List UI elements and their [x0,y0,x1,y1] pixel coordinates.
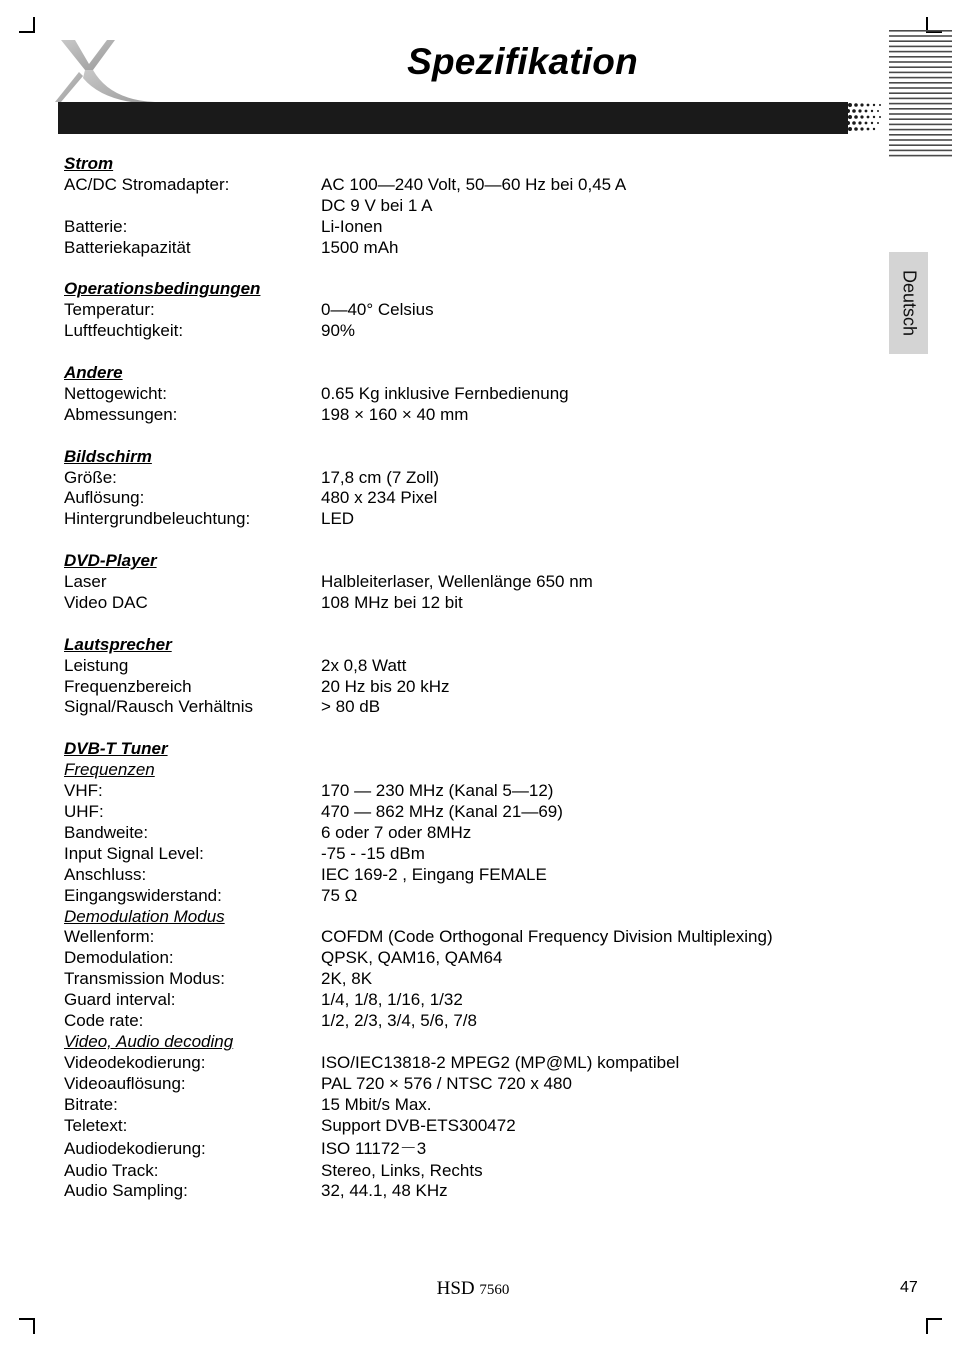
spec-label: Audio Track: [64,1160,159,1180]
section-bildschirm [64,447,864,531]
spec-row [64,802,864,823]
spec-value: -75 - -15 dBm [321,843,425,863]
spec-row [64,948,864,969]
spec-row [64,238,864,259]
spec-value: 480 x 234 Pixel [321,488,438,508]
header-bar-dot-pattern [838,101,884,135]
section-spacer [64,259,864,280]
spec-row [64,468,864,489]
spec-row [64,927,864,948]
spec-row [64,1137,864,1161]
spec-value: 470 — 862 MHz (Kanal 21—69) [321,802,563,821]
spec-label: Input Signal Level: [64,843,204,863]
spec-label: VHF: [64,781,103,801]
spec-row [64,990,864,1011]
spec-row [64,321,864,342]
spec-value: 15 Mbit/s Max. [321,1094,432,1114]
spec-value: 1/2, 2/3, 3/4, 5/6, 7/8 [321,1011,477,1031]
section-dvb-t-tuner [64,739,864,1202]
spec-row [64,656,864,677]
spec-value: 6 oder 7 oder 8MHz [321,822,472,842]
section-heading: Strom [64,154,114,173]
spec-label: Luftfeuchtigkeit: [64,321,184,341]
section-heading: Operationsbedingungen [64,279,261,299]
section-andere [64,363,864,426]
page-number: 47 [900,1279,918,1296]
section-spacer [64,342,864,363]
spec-row [64,488,864,509]
model-footer [0,1278,946,1300]
spec-label: Anschluss: [64,864,147,884]
section-heading: DVB-T Tuner [64,739,168,759]
section-lautsprecher [64,635,864,719]
spec-row [64,217,864,238]
spec-value: COFDM (Code Orthogonal Frequency Division Multiplexing) [321,927,773,947]
header-bar [58,102,848,134]
section-spacer [64,718,864,739]
spec-value: 75 Ω [321,885,358,905]
spec-value: 0.65 Kg inklusive Fernbedienung [321,383,569,403]
spec-value: 90% [321,321,356,341]
section-spacer [64,614,864,635]
spec-row [64,677,864,698]
spec-row [64,175,864,196]
spec-row [64,697,864,718]
spec-value: ISO 11172－3 [321,1138,427,1158]
spec-row [64,1181,864,1202]
spec-value: 2x 0,8 Watt [321,655,407,675]
section-spacer [64,530,864,551]
spec-row [64,1116,864,1137]
spec-row [64,196,864,217]
subsection-heading-decoding: Video, Audio decoding [64,1031,234,1051]
spec-label: Batteriekapazität [64,237,191,257]
spec-value: 20 Hz bis 20 kHz [321,676,450,696]
spec-row [64,572,864,593]
spec-label: Transmission Modus: [64,969,225,989]
spec-row [64,865,864,886]
spec-label: Signal/Rausch Verhältnis [64,697,254,717]
spec-row [64,593,864,614]
spec-row [64,1053,864,1074]
model-number: 7560 [479,1282,510,1298]
spec-value: Halbleiterlaser, Wellenlänge 650 nm [321,572,593,592]
crop-mark-top-left [19,17,35,33]
spec-value: 32, 44.1, 48 KHz [321,1181,448,1201]
spec-value: DC 9 V bei 1 A [321,195,433,215]
section-heading: Andere [64,363,123,383]
subsection-heading-demodulation: Demodulation Modus [64,906,225,926]
spec-row [64,886,864,907]
spec-label: Frequenzbereich [64,676,192,696]
edge-stripe-pattern [889,30,952,160]
spec-label: Größe: [64,467,117,487]
crop-mark-bottom-right [926,1318,942,1334]
crop-mark-bottom-left [19,1318,35,1334]
spec-row [64,1074,864,1095]
spec-label: AC/DC Stromadapter: [64,174,230,194]
section-dvd-player [64,551,864,614]
spec-row [64,844,864,865]
spec-value: IEC 169-2 , Eingang FEMALE [321,864,547,884]
spec-value: ISO/IEC13818-2 MPEG2 (MP@ML) kompatibel [321,1052,680,1072]
spec-label: Laser [64,572,107,592]
spec-value: 0—40° Celsius [321,300,434,320]
spec-label: Audio Sampling: [64,1181,188,1201]
section-strom [64,154,864,259]
language-tab-label: Deutsch [899,269,919,337]
spec-label: Video DAC [64,592,148,612]
spec-value: 1500 mAh [321,237,399,257]
model-name: HSD [436,1278,475,1299]
spec-label: Eingangswiderstand: [64,885,222,905]
section-heading: DVD-Player [64,551,157,571]
subsection-heading-frequenzen: Frequenzen [64,760,155,780]
spec-value: AC 100—240 Volt, 50—60 Hz bei 0,45 A [321,174,627,194]
spec-value: Support DVB-ETS300472 [321,1115,516,1135]
spec-row [64,384,864,405]
section-operationsbedingungen [64,279,864,342]
section-heading: Bildschirm [64,446,152,466]
spec-label: Bitrate: [64,1094,118,1114]
spec-value: 2K, 8K [321,969,373,989]
spec-label: Teletext: [64,1115,128,1135]
spec-label: Bandweite: [64,822,149,842]
spec-label: Hintergrundbeleuchtung: [64,509,251,529]
spec-value: > 80 dB [321,697,381,717]
spec-row [64,1095,864,1116]
spec-value: 108 MHz bei 12 bit [321,592,463,612]
specification-list [64,154,864,1202]
spec-label: Guard interval: [64,990,176,1010]
spec-label: Temperatur: [64,300,155,320]
spec-label: Audiodekodierung: [64,1138,206,1158]
spec-value: 170 — 230 MHz (Kanal 5—12) [321,781,554,801]
spec-row [64,781,864,802]
spec-value: LED [321,509,355,529]
spec-label: Code rate: [64,1011,144,1031]
spec-value: QPSK, QAM16, QAM64 [321,948,503,968]
language-tab [889,252,928,354]
spec-row [64,300,864,321]
spec-label: Demodulation: [64,948,174,968]
spec-label: Auflösung: [64,488,145,508]
spec-label: Abmessungen: [64,404,178,424]
spec-row [64,1011,864,1032]
spec-row [64,405,864,426]
spec-label: Nettogewicht: [64,383,167,403]
spec-value: PAL 720 × 576 / NTSC 720 x 480 [321,1073,572,1093]
spec-label: Videodekodierung: [64,1052,206,1072]
spec-label: Videoauflösung: [64,1073,186,1093]
spec-value: 198 × 160 × 40 mm [321,404,469,424]
spec-row [64,823,864,844]
spec-value: Stereo, Links, Rechts [321,1160,483,1180]
spec-label [64,196,321,217]
spec-row [64,1161,864,1182]
spec-value: Li-Ionen [321,216,383,236]
spec-value: 17,8 cm (7 Zoll) [321,467,440,487]
spec-label: UHF: [64,802,104,821]
spec-label: Leistung [64,655,129,675]
section-heading: Lautsprecher [64,634,172,654]
spec-row [64,509,864,530]
page-title: Spezifikation [407,41,638,82]
section-spacer [64,426,864,447]
spec-label: Wellenform: [64,927,155,947]
spec-label: Batterie: [64,216,128,236]
spec-row [64,969,864,990]
spec-value: 1/4, 1/8, 1/16, 1/32 [321,990,463,1010]
